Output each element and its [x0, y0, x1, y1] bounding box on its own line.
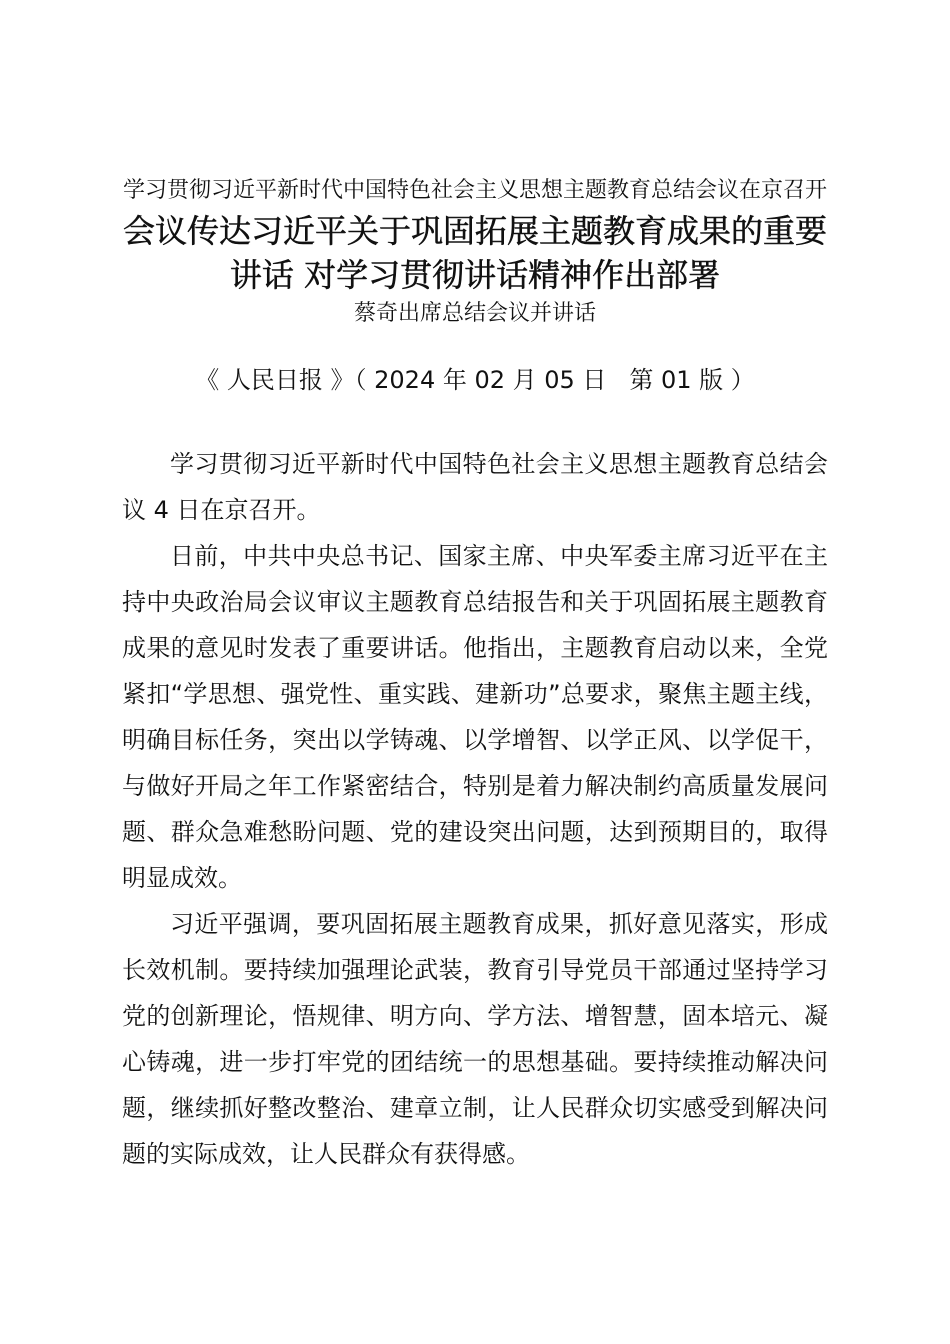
article-subhead: 蔡奇出席总结会议并讲话	[353, 301, 596, 326]
paragraph: 日前，中共中央总书记、国家主席、中央军委主席习近平在主持中央政治局会议审议主题教育总结报告和关于巩固拓展主题教育成果的意见时发表了重要讲话。他指出，主题教育启动以来，全党紧扣“学思想、强党性、重实践、建新功”总要求，聚焦主题主线，明确目标任务，突出以学铸魂、以学增智、以学正风、以学促干，与做好开局之年工作紧密结合，特别是着力解决制约高质量发展问题、群众急难愁盼问题、党的建设突出问题，达到预期目的，取得明显成效。	[122, 542, 828, 892]
article-source: 《 人民日报 》（ 2024 年 02 月 05 日 第 01 版 ）	[195, 366, 755, 394]
article-kicker: 学习贯彻习近平新时代中国特色社会主义思想主题教育总结会议在京召开	[122, 178, 827, 203]
article-body	[122, 441, 828, 1177]
document-page	[122, 176, 828, 1177]
paragraph: 学习贯彻习近平新时代中国特色社会主义思想主题教育总结会议 4 日在京召开。	[122, 450, 828, 524]
paragraph: 习近平强调，要巩固拓展主题教育成果，抓好意见落实，形成长效机制。要持续加强理论武装，教育引导党员干部通过坚持学习党的创新理论，悟规律、明方向、学方法、增智慧，固本培元、凝心铸魂，进一步打牢党的团结统一的思想基础。要持续推动解决问题，继续抓好整改整治、建章立制，让人民群众切实感受到解决问题的实际成效，让人民群众有获得感。	[122, 910, 828, 1168]
article-headline: 会议传达习近平关于巩固拓展主题教育成果的重要讲话 对学习贯彻讲话精神作出部署	[122, 212, 827, 294]
